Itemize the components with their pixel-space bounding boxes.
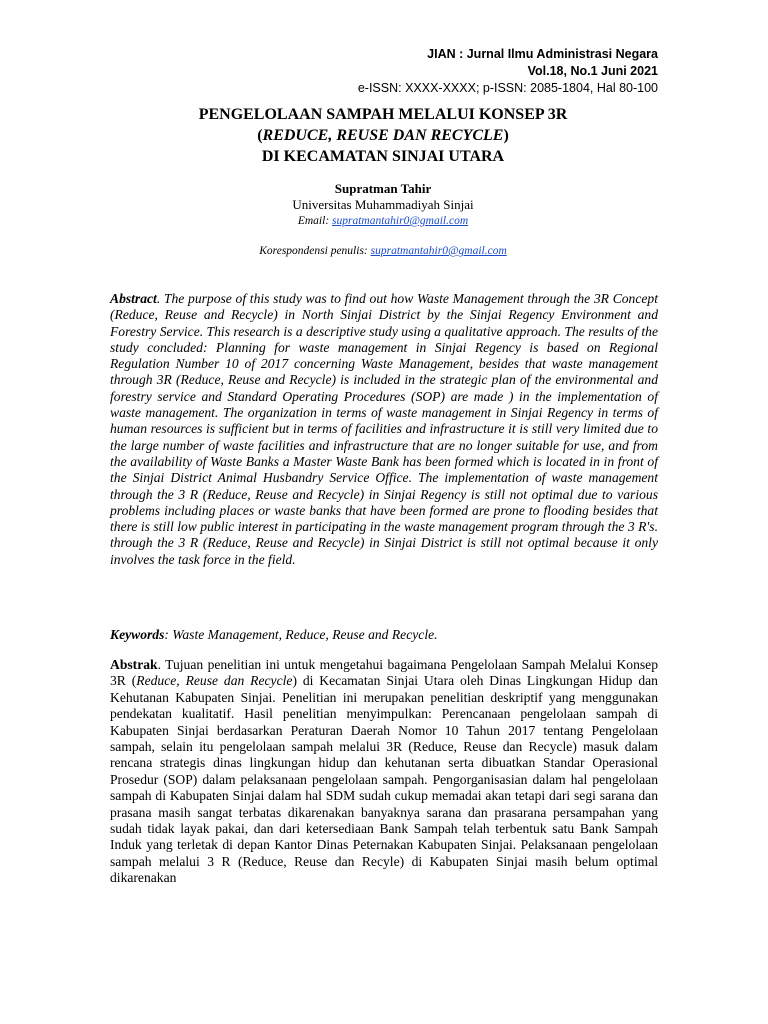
- journal-name: JIAN : Jurnal Ilmu Administrasi Negara: [427, 47, 658, 61]
- keywords-text: : Waste Management, Reduce, Reuse and Recycle.: [164, 627, 438, 642]
- title-line-1: PENGELOLAAN SAMPAH MELALUI KONSEP 3R: [198, 106, 568, 123]
- abstract-id-label: Abstrak: [110, 657, 158, 672]
- journal-volume: Vol.18, No.1 Juni 2021: [527, 64, 658, 78]
- abstract-english: [110, 291, 658, 568]
- paper-title: [100, 104, 666, 167]
- keywords: [110, 627, 658, 643]
- title-line-2-open: (: [257, 127, 263, 144]
- abstract-en-text: . The purpose of this study was to find out how Waste Management through the 3R Concept (Reduce, Reuse and Recycle) in North Sinjai District by the Sinjai Regency Environment and Forestry Service. This research is a descriptive study using a qualitative approach. The results of the study concluded: Planning for waste management in Sinjai Regency is based on Regional Regulation Number 10 of 2017 concerning Waste Management, besides that waste management through 3R (Reduce, Reuse and Recycle) is included in the strategic plan of the environmental and forestry service and Standard Operating Procedures (SOP) are made ) in the implementation of waste management. The organization in terms of waste management in Sinjai Regency in terms of human resources is sufficient but in terms of facilities and infrastructure it is still very limited due to the large number of waste facilities and infrastructure that are no longer suitable for use, and from the availability of Waste Banks a Master Waste Bank has been formed which is located in in front of the Sinjai District Animal Husbandry Service Office. The implementation of waste management through the 3 R (Reduce, Reuse and Recycle) in Sinjai Regency is still not optimal due to various problems including places or waste banks that have been formed are prone to flooding besides that there is still low public interest in participating in the waste management program through the 3 R's. through the 3 R (Reduce, Reuse and Recycle) in Sinjai District is still not optimal because it only involves the task force in the field.: [110, 291, 658, 567]
- author-email-line: [100, 213, 666, 229]
- keywords-label: Keywords: [110, 627, 165, 642]
- title-line-2: [100, 125, 666, 146]
- journal-issn: e-ISSN: XXXX-XXXX; p-ISSN: 2085-1804, Hal 80-100: [357, 81, 658, 95]
- title-line-2-italic: REDUCE, REUSE DAN RECYCLE: [262, 127, 504, 144]
- abstract-id-italic: Reduce, Reuse dan Recycle: [136, 673, 293, 689]
- abstract-indonesian: [110, 657, 658, 887]
- abstract-en-label: Abstract: [110, 291, 157, 306]
- title-line-2-close: ): [503, 127, 509, 144]
- author-email-link[interactable]: supratmantahir0@gmail.com: [332, 215, 469, 227]
- email-label: Email:: [297, 215, 333, 227]
- author-affiliation: Universitas Muhammadiyah Sinjai: [292, 197, 474, 212]
- correspondence-label: Korespondensi penulis:: [259, 245, 371, 257]
- author-block: [100, 181, 666, 259]
- journal-header: [358, 46, 658, 97]
- author-name: Supratman Tahir: [334, 181, 432, 196]
- abstract-id-text-2: ) di Kecamatan Sinjai Utara oleh Dinas Lingkungan Hidup dan Kehutanan Kabupaten Sinjai. Penelitian ini merupakan penelitian deskriptif yang menggunakan pendekatan kualitatif. Hasil penelitian menyimpulkan: Perencanaan pengelolaan sampah di Kabupaten Sinjai berdasarkan Peraturan Daerah Nomor 10 Tahun 2017 tentang Pengelolaan sampah, selain itu pengelolaan sampah melalui 3R (Reduce, Reuse dan Recycle) masuk dalam rencana strategis dinas lingkungan hidup dan kehutanan serta dibuatkan Standar Operasional Prosedur (SOP) dalam pelaksanaan pengelolaan sampah. Pengorganisasian dalam hal pengelolaan sampah di Kabupaten Sinjai dalam hal SDM sudah cukup memadai akan tetapi dari segi sarana dan prasana masih sangat terbatas dikarenakan banyaknya sarana dan prasarana persampahan yang sudah tidak layak pakai, dan dari ketersediaan Bank Sampah telah terbentuk satu Bank Sampah Induk yang terletak di depan Kantor Dinas Peternakan Kabupaten Sinjai. Pelaksanaan pengelolaan sampah melalui 3 R (Reduce, Reuse dan Recyle) di Kabupaten Sinjai masih belum optimal dikarenakan: [110, 673, 658, 886]
- abstract-id-text-1: . Tujuan penelitian ini untuk mengetahui bagaimana Pengelolaan Sampah Melalui Konsep 3R (: [110, 657, 658, 689]
- title-line-3: DI KECAMATAN SINJAI UTARA: [261, 148, 505, 165]
- correspondence-email-link[interactable]: supratmantahir0@gmail.com: [370, 245, 507, 257]
- correspondence-line: [100, 243, 666, 259]
